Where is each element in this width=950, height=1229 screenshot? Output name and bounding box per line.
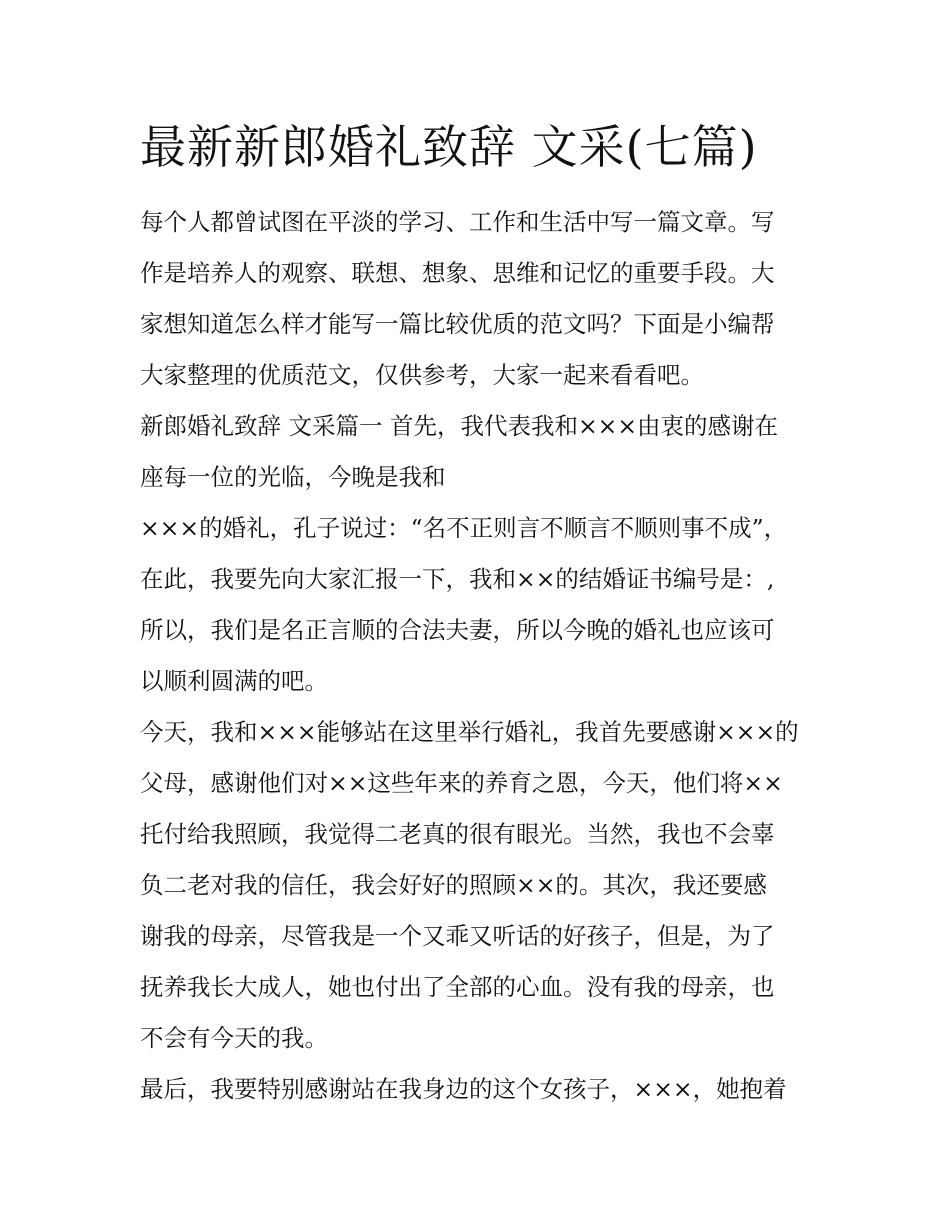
text-line: 谢我的母亲，尽管我是一个又乖又听话的好孩子，但是，为了	[140, 922, 775, 950]
text-line: 不会有今天的我。	[140, 1024, 328, 1052]
text-line: ×××的婚礼，孔子说过：“名不正则言不顺言不顺则事不成”，	[140, 514, 788, 542]
text-line: 座每一位的光临，今晚是我和	[140, 463, 446, 491]
text-line: 以顺利圆满的吧。	[140, 667, 328, 695]
text-line: 家想知道怎么样才能写一篇比较优质的范文吗？下面是小编帮	[140, 310, 775, 338]
text-line: 抚养我长大成人，她也付出了全部的心血。没有我的母亲，也	[140, 973, 775, 1001]
text-line: 新郎婚礼致辞 文采篇一 首先，我代表我和×××由衷的感谢在	[140, 412, 779, 440]
text-line: 每个人都曾试图在平淡的学习、工作和生活中写一篇文章。写	[140, 208, 775, 236]
text-line: 在此，我要先向大家汇报一下，我和××的结婚证书编号是：,	[140, 565, 775, 593]
page-title: 最新新郎婚礼致辞 文采(七篇)	[140, 120, 758, 174]
text-line: 父母，感谢他们对××这些年来的养育之恩，今天，他们将××	[140, 769, 783, 797]
text-line: 大家整理的优质范文，仅供参考，大家一起来看看吧。	[140, 361, 704, 389]
text-line: 所以，我们是名正言顺的合法夫妻，所以今晚的婚礼也应该可	[140, 616, 775, 644]
text-line: 托付给我照顾，我觉得二老真的很有眼光。当然，我也不会辜	[140, 820, 775, 848]
text-line: 负二老对我的信任，我会好好的照顾××的。其次，我还要感	[140, 871, 767, 899]
text-line: 作是培养人的观察、联想、想象、思维和记忆的重要手段。大	[140, 259, 775, 287]
text-line: 最后，我要特别感谢站在我身边的这个女孩子，×××，她抱着	[140, 1075, 787, 1103]
text-line: 今天，我和×××能够站在这里举行婚礼，我首先要感谢×××的	[140, 718, 799, 746]
